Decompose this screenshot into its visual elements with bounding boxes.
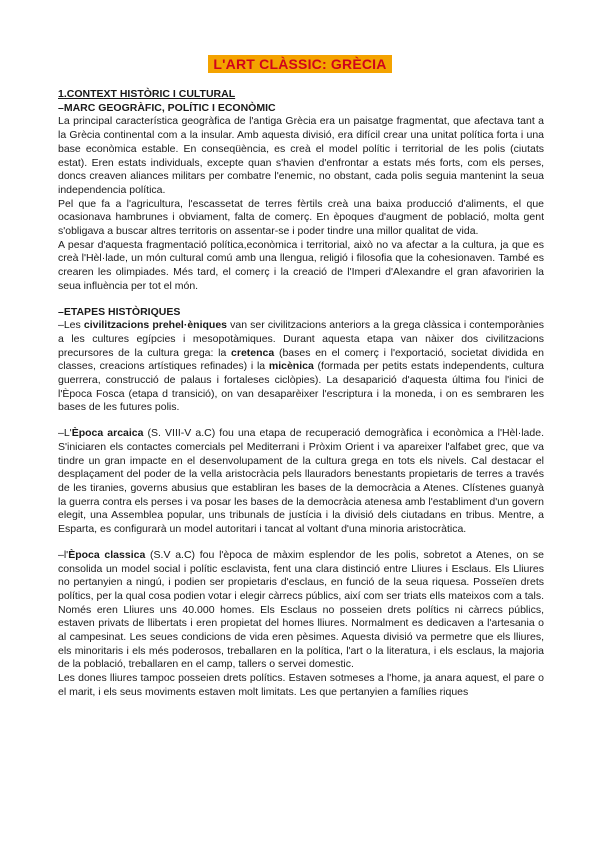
text-fragment: –Les — [58, 319, 84, 332]
term-cretan: cretenca — [231, 346, 275, 359]
paragraph-culture: A pesar d'aquesta fragmentació política,econòmica i territorial, això no va afectar a la cultura, ja que es creà l'Hèl·lade, un món cultural comú amb una llengua, religió i filosofia que la cohesionaven. També es crearen les olimpiades. Més tard, el comerç i la creació de l'Imperi d'Alexandre el gran afavoririen la seua influència per tot el món. — [58, 238, 544, 292]
term-prehellenic: civilitzacions prehel·èniques — [83, 319, 228, 332]
text-fragment: (S. VIII-V a.C) fou una etapa de recuperació demogràfica i econòmica a l'Hèl·lade. S'iniciaren els contactes comercials pel Mediterrani i Pròxim Orient i va apareixer l'alfabet grec, que va tindre un gran impacte en el desenvolupament de la cultura grega en tots els nivels. Cal destacar el desplaçament del poder de la vella aristocràcia pels llauradors benestants propietaris de terres a través de les tiranies, governs abusius que establiran les bases de la democràcia a Atenes. Clístenes guanyà la guerra contra els perses i va posar les bases de la democràcia atenesa amb l'establiment d'un govern elegit, una Assemblea popular, uns tribunals de justícia i la divisió dels ciutadans en tribus. Mentre, a Esparta, es configurarà un model autoritari i tancat al voltant d'una minoria aristocràtica. — [58, 427, 544, 536]
paragraph-women: Les dones lliures tampoc posseien drets polítics. Estaven sotmeses a l'home, ja anara aquest, el pare o el marit, i els seus moviments estaven molt limitats. Les que pertanyien a famílies riques — [58, 672, 544, 698]
text-fragment: van ser civilitzacions anteriors a la grega clàssica i contemporànies a les cultures egípcies i mesopotàmiques. Durant aquesta etapa van nàixer dos civilitzacions precursores de la cultura grega: la — [58, 319, 544, 359]
section-heading-context: 1.CONTEXT HISTÒRIC I CULTURAL — [58, 88, 236, 100]
title-wrapper — [0, 55, 600, 74]
subheading-stages: –ETAPES HISTÒRIQUES — [58, 305, 181, 318]
subheading-geographic: –MARC GEOGRÀFIC, POLÍTIC I ECONÒMIC — [58, 101, 276, 114]
paragraph-prehellenic — [58, 319, 544, 415]
paragraph-archaic — [58, 427, 544, 537]
text-fragment: –L' — [58, 427, 72, 440]
text-fragment: –l' — [58, 548, 69, 561]
term-classical: Època classica — [68, 548, 146, 561]
paragraph-classical — [58, 549, 544, 672]
paragraph-geography: La principal característica geogràfica de l'antiga Grècia era un paisatge fragmentat, que afectava tant a la Grècia continental com a la insular. Amb aquesta divisió, era difícil crear una unitat política forta i una base econòmica estable. En conseqüència, es creà el model polític i territorial de les polis (ciutats estat). Eren estats individuals, excepte quan s'havien d'enfrontar a estats més forts, com els perses, doncs creaven aliances militars per combatre l'enemic, no obstant, cada polis seguia mantenint la seua independencia política. — [58, 115, 544, 196]
text-fragment: (S.V a.C) fou l'època de màxim esplendor de les polis, sobretot a Atenes, on se consolida un model social i polític esclavista, fent una clara distinció entre Lliures i Esclaus. Els Lliures no pertanyien a ningú, i podien ser propietaris d'esclaus, en funció de la seua riquesa. Posseïen drets polítics, per la qual cosa podien votar i elegir càrrecs públics, així com ser triats ells mateixos com a tals. Només eren Lliures uns 40.000 homes. Els Esclaus no posseien drets polítics ni càrrecs públics, estaven privats de llibertats i eren propietat del homes lliures. Normalment es dedicaven a l'artesania o al campesinat. Les seues condicions de vida eren pèsimes. Aquesta divisió va permetre que els lliures, els minoritaris i els més poderosos, treballaren en la política, l'art o la literatura, i els esclaus, la majoria de la població, treballaren en el camp, tallers o servei domestic. — [58, 548, 544, 671]
text-fragment: (formada per petits estats independents, cultura guerrera, construcció de palaus i fortaleses ciclòpies). La desaparició d'aquesta última fou l'inici de l'Època Fosca (etapa d transició), on van desaparèixer l'escriptura i la moneda, i on es sembraren les bases de les futures polis. — [58, 360, 544, 414]
document-body — [58, 88, 544, 700]
page-title: L'ART CLÀSSIC: GRÈCIA — [208, 55, 391, 73]
paragraph-agriculture: Pel que fa a l'agricultura, l'escassetat de terres fèrtils creà una baixa producció d'aliments, el que ocasionava hambrunes i obviament, falta de comerç. En èpoques d'augment de població, molta gent s'obligava a buscar altres territoris on assentar-se i poder tindre una millor qualitat de vida. — [58, 197, 544, 238]
text-fragment: (bases en el comerç i l'exportació, societat dividida en classes, creacions artístiques refinades) i la — [58, 346, 544, 373]
term-mycenaean: micènica — [268, 360, 314, 373]
term-archaic: Època arcaica — [71, 427, 144, 440]
